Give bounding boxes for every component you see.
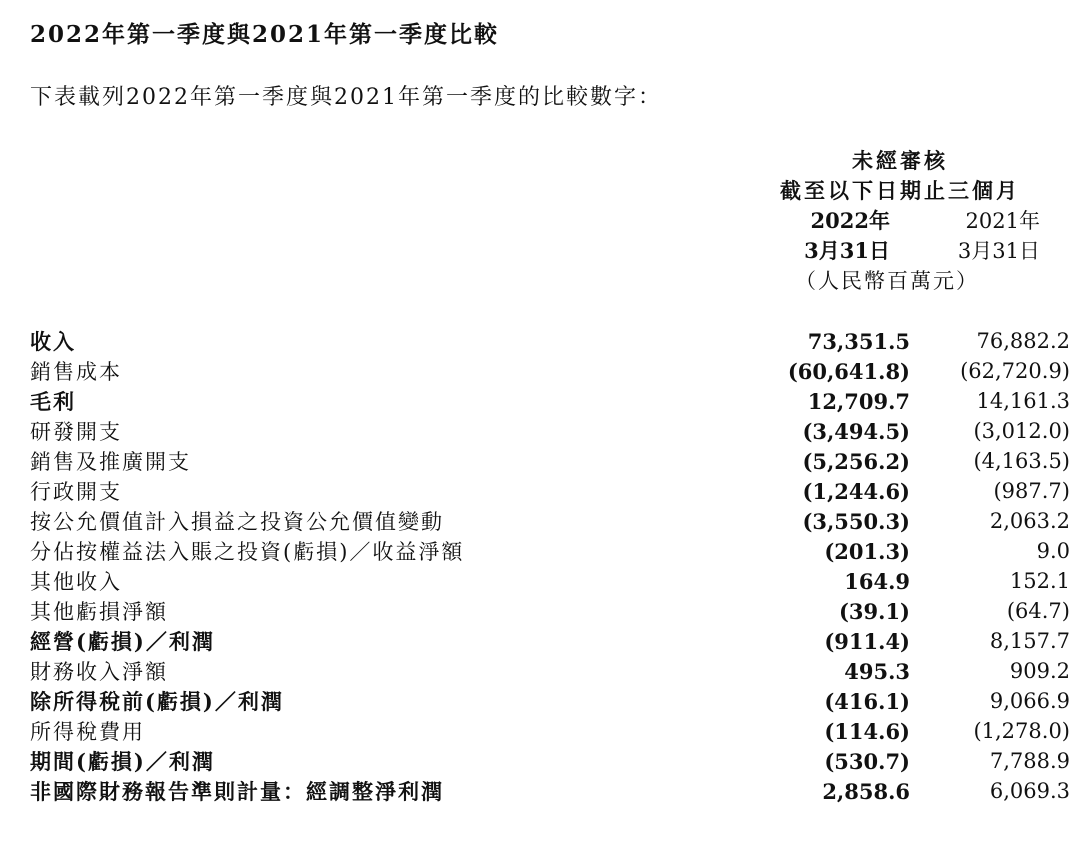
row-label: 研發開支 — [30, 420, 122, 444]
audit-label: 未經審核 — [852, 148, 948, 173]
table-row — [30, 416, 1070, 446]
value-2022: (114.6) — [824, 718, 910, 744]
date-row — [740, 236, 1060, 266]
table-row — [30, 596, 1070, 626]
table-row — [30, 776, 1070, 806]
value-2021: 8,157.7 — [989, 629, 1070, 653]
value-2021: 6,069.3 — [989, 779, 1070, 803]
value-2021: 9.0 — [1036, 539, 1070, 563]
value-2021: (64.7) — [1006, 599, 1070, 623]
section-heading: 2022年第一季度與2021年第一季度比較 — [30, 21, 500, 48]
year-row — [740, 206, 1060, 236]
table-row — [30, 476, 1070, 506]
financial-table — [30, 326, 1070, 806]
row-label: 銷售成本 — [30, 360, 122, 384]
unit-label: （人民幣百萬元） — [795, 269, 979, 293]
row-label: 非國際財務報告準則計量：經調整淨利潤 — [30, 779, 444, 804]
value-2021: 9,066.9 — [989, 689, 1070, 713]
value-2021: 909.2 — [1009, 659, 1070, 683]
value-2021: 7,788.9 — [989, 749, 1070, 773]
table-row — [30, 536, 1070, 566]
period-label: 截至以下日期止三個月 — [780, 178, 1020, 203]
table-row — [30, 566, 1070, 596]
value-2022: 495.3 — [844, 658, 910, 684]
row-label: 按公允價值計入損益之投資公允價值變動 — [30, 510, 444, 534]
row-label: 銷售及推廣開支 — [30, 450, 191, 474]
table-row — [30, 356, 1070, 386]
value-2022: (3,494.5) — [802, 418, 910, 444]
row-label: 行政開支 — [30, 480, 122, 504]
date-2021: 3月31日 — [957, 239, 1040, 263]
row-label: 其他收入 — [30, 570, 122, 594]
value-2022: 2,858.6 — [822, 778, 910, 804]
value-2021: 14,161.3 — [976, 389, 1070, 413]
value-2022: 73,351.5 — [807, 328, 910, 354]
row-label: 毛利 — [30, 389, 76, 414]
row-label: 期間(虧損)／利潤 — [30, 749, 215, 774]
value-2022: 164.9 — [844, 568, 910, 594]
value-2021: (4,163.5) — [973, 449, 1070, 473]
row-label: 分佔按權益法入賬之投資(虧損)／收益淨額 — [30, 540, 465, 564]
value-2022: (39.1) — [838, 598, 910, 624]
row-label: 所得稅費用 — [30, 720, 145, 744]
value-2022: (530.7) — [824, 748, 910, 774]
value-2021: (62,720.9) — [960, 359, 1070, 383]
value-2022: (1,244.6) — [802, 478, 910, 504]
column-header — [740, 146, 1060, 296]
table-row — [30, 386, 1070, 416]
row-label: 收入 — [30, 329, 76, 354]
year-2022: 2022年 — [810, 208, 890, 233]
row-label: 經營(虧損)／利潤 — [30, 629, 215, 654]
table-row — [30, 716, 1070, 746]
value-2021: (3,012.0) — [973, 419, 1070, 443]
value-2021: (987.7) — [993, 479, 1070, 503]
intro-text: 下表載列2022年第一季度與2021年第一季度的比較數字： — [30, 85, 662, 110]
value-2021: (1,278.0) — [973, 719, 1070, 743]
row-label: 財務收入淨額 — [30, 660, 168, 684]
table-row — [30, 686, 1070, 716]
value-2022: 12,709.7 — [807, 388, 910, 414]
row-label: 除所得稅前(虧損)／利潤 — [30, 689, 284, 714]
value-2021: 2,063.2 — [989, 509, 1070, 533]
value-2022: (5,256.2) — [802, 448, 910, 474]
year-2021: 2021年 — [965, 209, 1040, 233]
row-label: 其他虧損淨額 — [30, 600, 168, 624]
value-2021: 76,882.2 — [976, 329, 1070, 353]
table-row — [30, 446, 1070, 476]
table-row — [30, 326, 1070, 356]
value-2022: (416.1) — [824, 688, 910, 714]
value-2021: 152.1 — [1009, 569, 1070, 593]
table-row — [30, 506, 1070, 536]
date-2022: 3月31日 — [804, 238, 890, 263]
table-row — [30, 746, 1070, 776]
value-2022: (911.4) — [824, 628, 910, 654]
value-2022: (3,550.3) — [802, 508, 910, 534]
table-row — [30, 626, 1070, 656]
value-2022: (60,641.8) — [787, 358, 910, 384]
value-2022: (201.3) — [824, 538, 910, 564]
table-row — [30, 656, 1070, 686]
